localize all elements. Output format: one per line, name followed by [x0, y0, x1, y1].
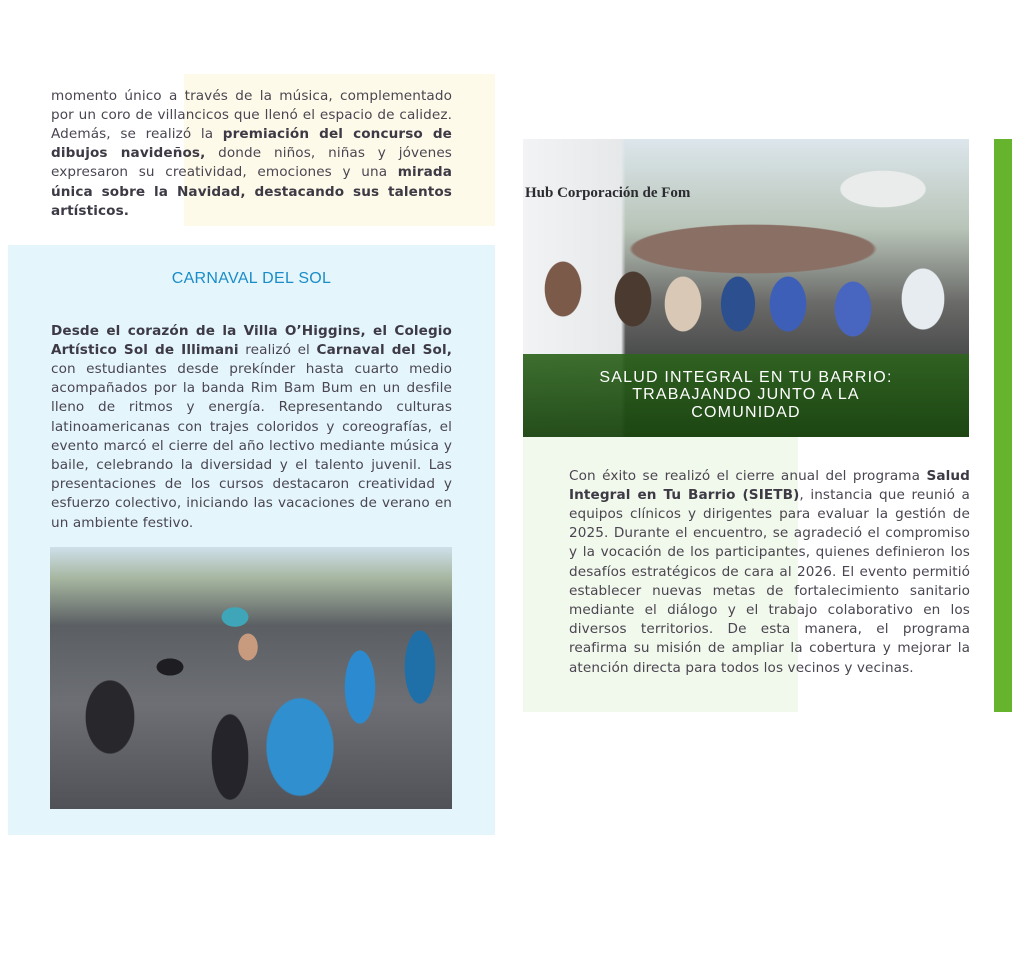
navidad-paragraph [51, 87, 452, 221]
salud-text-2-bold: Salud Integral en Tu Barrio (SIETB) [569, 467, 970, 503]
carnaval-text-3-bold: Carnaval del Sol, [316, 341, 452, 358]
salud-title [523, 369, 969, 422]
carnaval-paragraph [51, 322, 452, 533]
salud-paragraph [569, 467, 970, 678]
navidad-text-2-bold: premiación del concurso de dibujos navideños, [51, 126, 452, 162]
salud-photo [523, 139, 969, 437]
salud-title-line-1: SALUD INTEGRAL EN TU BARRIO: [599, 368, 893, 386]
carnaval-text-1-bold: Desde el corazón de la Villa O’Higgins, el Colegio Artístico Sol de Illimani [51, 322, 452, 358]
carnaval-text-2: realizó el [238, 341, 317, 358]
salud-text-3: , instancia que reunió a equipos clínicos y dirigentes para evaluar la gestión de 2025. Durante el encuentro, se agradeció el compromiso y la vocación de los participantes, quienes definieron los desafíos estratégicos de cara al 2026. El evento permitió establecer nuevas metas de fortalecimiento sanitario mediante el diálogo y el trabajo colaborativo en los diversos territorios. De esta manera, el programa reafirma su misión de ampliar la cobertura y mejorar la atención directa para todos los vecinos y vecinas. [569, 486, 970, 676]
carnaval-photo [50, 547, 452, 809]
navidad-text-4-bold: mirada única sobre la Navidad, destacando sus talentos artísticos. [51, 164, 452, 219]
carnaval-text-4: con estudiantes desde prekínder hasta cuarto medio acompañados por la banda Rim Bam Bum en un desfile lleno de ritmos y energía. Representando culturas latinoamericanas con trajes coloridos y coreografías, el evento marcó el cierre del año lectivo mediante música y baile, celebrando la diversidad y el talento juvenil. Las presentaciones de los cursos destacaron creatividad y esfuerzo colectivo, iniciando las vacaciones de verano en un ambiente festivo. [51, 361, 452, 531]
salud-text-1: Con éxito se realizó el cierre anual del programa [569, 467, 927, 484]
navidad-text-1: momento único a través de la música, complementado por un coro de villancicos que llenó el espacio de calidez. Además, se realizó la [51, 87, 452, 142]
carnaval-title: CARNAVAL DEL SOL [171, 270, 332, 287]
green-accent-bar [994, 139, 1012, 712]
hub-sign-text: Hub Corporación de Fom [525, 185, 691, 201]
salud-title-line-2: TRABAJANDO JUNTO A LA [632, 386, 860, 403]
navidad-text-3: donde niños, niñas y jóvenes expresaron su creatividad, emociones y una [51, 145, 452, 181]
salud-title-line-3: COMUNIDAD [691, 403, 801, 421]
